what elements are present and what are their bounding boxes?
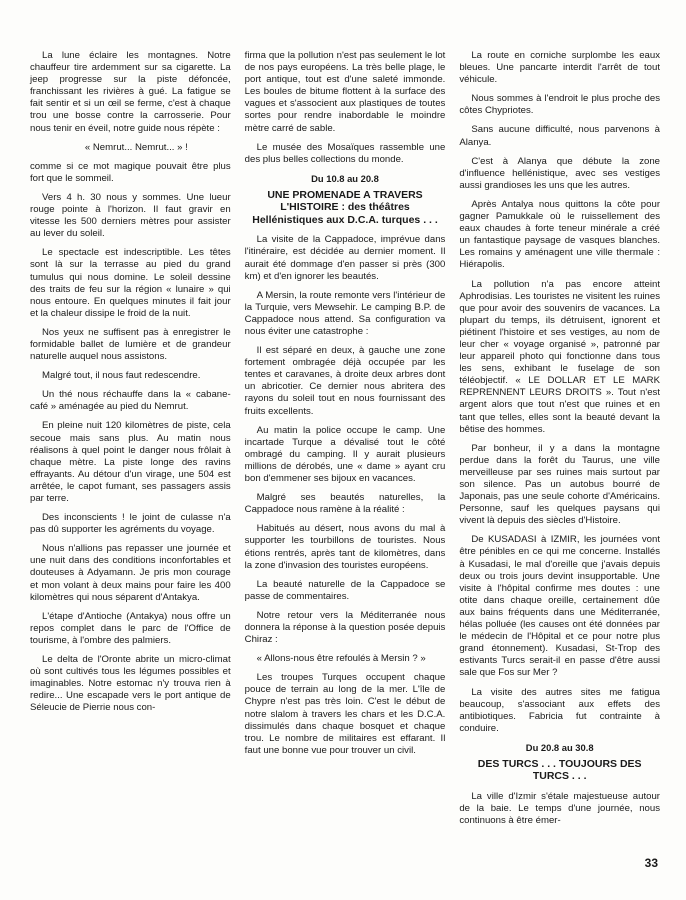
paragraph: La visite des autres sites me fatigua beaucoup, s'associant aux effets des antibiotiques. Fabricia fut contrainte à conduire. bbox=[459, 686, 661, 734]
paragraph: Les troupes Turques occupent chaque pouce de terrain au long de la mer. L'île de Chypre n'est pas très loin. C'est le début de notre slalom à travers les chars et les D.C.A. dissimulés dans chaque bosquet et chaque trou. Le nombre de militaires est effarant. Il faut une bonne vue pour trouver un civil. bbox=[244, 672, 446, 756]
paragraph: A Mersin, la route remonte vers l'intérieur de la Turquie, vers Mewsehir. Le camping B.P. de Cappadoce nous attend. Sa configuration va nous éviter une catastrophe : bbox=[244, 289, 446, 337]
page-number: 33 bbox=[644, 856, 658, 870]
paragraph: Notre retour vers la Méditerranée nous donnera la réponse à la question posée depuis Chiraz : bbox=[244, 609, 446, 646]
paragraph: Le musée des Mosaïques rassemble une des plus belles collections du monde. bbox=[244, 141, 446, 165]
section-title: UNE PROMENADE A TRAVERS L'HISTOIRE : des théâtres Hellénistiques aux D.C.A. turques . . . bbox=[252, 188, 438, 226]
paragraph: C'est à Alanya que débute la zone d'influence hellénistique, avec ses vestiges aussi grandioses les uns que les autres. bbox=[459, 155, 661, 191]
paragraph: Par bonheur, il y a dans la montagne perdue dans la forêt du Taurus, une ville merveilleuse par ses ruines mais surtout par son silence. Pas un autobus bourré de Japonais, pas une seule cohorte d'Américains. Personne, sauf les quelques paysans qui vivent là depuis des siècles d'Histoire. bbox=[459, 442, 661, 527]
paragraph: La route en corniche surplombe les eaux bleues. Une pancarte interdit l'arrêt de tout véhicule. bbox=[459, 50, 661, 86]
paragraph: Au matin la police occupe le camp. Une incartade Turque a dévalisé tout le côté ombragé du camping. Il y aurait plusieurs millions de dérobés, une « dame » ayant cru bon d'emmener ses bijoux en vacances. bbox=[244, 424, 446, 485]
column-2 bbox=[245, 50, 446, 860]
paragraph: De KUSADASI à IZMIR, les journées vont être pénibles en ce qui me concerne. Installés à Kusadasi, le mal d'oreille que j'avais depuis deux ou trois jours devint insupportable. Une visite à l'hôpital confirme mes doutes : une otite dans chaque oreille, certainement dûe aux bains fréquents dans une Méditerranée, hélas polluée (les causes ont été données par le médecin de l'Hôpital et ce pour notre plus grand étonnement). Kusadasi, St-Trop des estivants Turcs serait-il en passe d'être aussi sale que Fos sur Mer ? bbox=[459, 534, 661, 679]
section-heading bbox=[245, 173, 446, 227]
section-dates: Du 10.8 au 20.8 bbox=[311, 172, 379, 184]
paragraph: La visite de la Cappadoce, imprévue dans l'itinéraire, est décidée au dernier moment. Il aurait été dommage d'en passer si près (300 km) et d'en ignorer les beautés. bbox=[244, 234, 446, 282]
column-3 bbox=[459, 50, 660, 860]
paragraph: Le spectacle est indescriptible. Les têtes sont là sur la terrasse au pied du grand tumulus qui nous domine. Le soleil dessine des traits de feu sur la région « lunaire » qui nous entoure. En quelques minutes il fait jour et la chaleur dissipe le froid de la nuit. bbox=[30, 247, 231, 319]
section-heading bbox=[459, 742, 660, 783]
paragraph: En pleine nuit 120 kilomètres de piste, cela secoue mais sans plus. Au matin nous réalisons à quel point le danger nous frôlait à chaque mètre. La piste longe des ravins effrayants. Au détour d'un virage, une 504 est arrêtée, le capot fumant, ses passagers assis par terre. bbox=[30, 420, 231, 504]
paragraph: Après Antalya nous quittons la côte pour gagner Pamukkale où le ruissellement des eaux chaudes à forte teneur minérale a créé un fantastique paysage de vasques blanches. Les romains y aménagent une ville thermale : Hiérapolis. bbox=[459, 198, 661, 271]
paragraph: La lune éclaire les montagnes. Notre chauffeur tire ardemment sur sa cigarette. La jeep progresse sur la piste défoncée, franchissant les rivières à gué. La fatigue se fait sentir et si un œil se ferme, c'est à chaque trou une bosse contre la carrosserie. Pour nous tenir en éveil, notre guide nous répète : bbox=[30, 50, 231, 134]
paragraph: firma que la pollution n'est pas seulement le lot de nos pays européens. La très belle plage, le port antique, tout est d'une saleté immonde. Les boules de bitume flottent à la surface des vagues et s'associent aux plastiques de toutes sortes pour rendre inabordable le moindre mètre carré de sable. bbox=[244, 50, 446, 134]
article-page bbox=[30, 50, 660, 860]
quote-paragraph: « Nemrut... Nemrut... » ! bbox=[84, 141, 188, 153]
paragraph: « Allons-nous être refoulés à Mersin ? » bbox=[256, 653, 426, 665]
paragraph: Des inconscients ! le joint de culasse n'a pas dû supporter les agréments du voyage. bbox=[30, 512, 231, 536]
paragraph: Malgré ses beautés naturelles, la Cappadoce nous ramène à la réalité : bbox=[244, 492, 446, 516]
paragraph: Vers 4 h. 30 nous y sommes. Une lueur rouge pointe à l'horizon. Il faut gravir en vitesse les 500 derniers mètres pour assister au lever du soleil. bbox=[30, 191, 231, 240]
paragraph: Le delta de l'Oronte abrite un micro-climat où sont cultivés tous les légumes possibles et imaginables. Notre estomac n'y trouva rien à redire... Une escapade vers le port antique de Séleucie de Pierrie nous con- bbox=[30, 654, 231, 714]
paragraph: La pollution n'a pas encore atteint Aphrodisias. Les touristes ne visitent les ruines que pour avoir des souvenirs de vacances. La plupart du temps, ils détruisent, ignorent et piétinent l'histoire et ses vestiges, au nom de leur cher « voyage organisé », patronné par leur appareil photo qui fonctionne dans tous les sens, exhibant le fuselage de son téléobjectif. « LE DOLLAR ET LE MARK REPRENNENT LEURS DROITS ». Tout n'est argent alors que tout n'est que ruines et en tant que telles, elles sont la beauté devant la bêtise des hommes. bbox=[459, 278, 661, 435]
paragraph: Nos yeux ne suffisent pas à enregistrer le formidable ballet de lumière et de grandeur naturelle auquel nous assistons. bbox=[30, 326, 231, 363]
section-title: DES TURCS . . . TOUJOURS DES TURCS . . . bbox=[477, 757, 642, 783]
paragraph: Habitués au désert, nous avons du mal à supporter les tourbillons de touristes. Nous étions rentrés, après tant de kilomètres, dans la zone d'invasion des touristes européens. bbox=[244, 523, 446, 571]
paragraph: Nous sommes à l'endroit le plus proche des côtes Chypriotes. bbox=[459, 93, 661, 117]
paragraph: Malgré tout, il nous faut redescendre. bbox=[42, 370, 201, 382]
paragraph: L'étape d'Antioche (Antakya) nous offre un repos complet dans le parc de l'Office de tourisme, à l'ombre des palmiers. bbox=[30, 610, 231, 646]
paragraph: Nous n'allions pas repasser une journée et une nuit dans des conditions inconfortables et douteuses à Adyamann. Je pris mon courage et mon volant à deux mains pour faire les 400 kilomètres qui nous séparent d'Antakya. bbox=[30, 543, 231, 603]
paragraph: Un thé nous réchauffe dans la « cabane-café » aménagée au pied du Nemrut. bbox=[30, 389, 231, 413]
paragraph: La beauté naturelle de la Cappadoce se passe de commentaires. bbox=[244, 578, 446, 602]
paragraph: Il est séparé en deux, à gauche une zone fortement ombragée déjà occupée par les tentes et caravanes, à droite deux arbres dont un abricotier. Ce dernier nous abritera des rayons du soleil tout en nous fournissant des fruits excellents. bbox=[244, 345, 446, 417]
paragraph: Sans aucune difficulté, nous parvenons à Alanya. bbox=[459, 124, 661, 148]
section-dates: Du 20.8 au 30.8 bbox=[525, 741, 594, 753]
paragraph: La ville d'Izmir s'étale majestueuse autour de la baie. Le temps d'une journée, nous continuons à être émer- bbox=[459, 790, 661, 827]
paragraph: comme si ce mot magique pouvait être plus fort que le sommeil. bbox=[30, 160, 231, 184]
column-1 bbox=[30, 50, 231, 860]
